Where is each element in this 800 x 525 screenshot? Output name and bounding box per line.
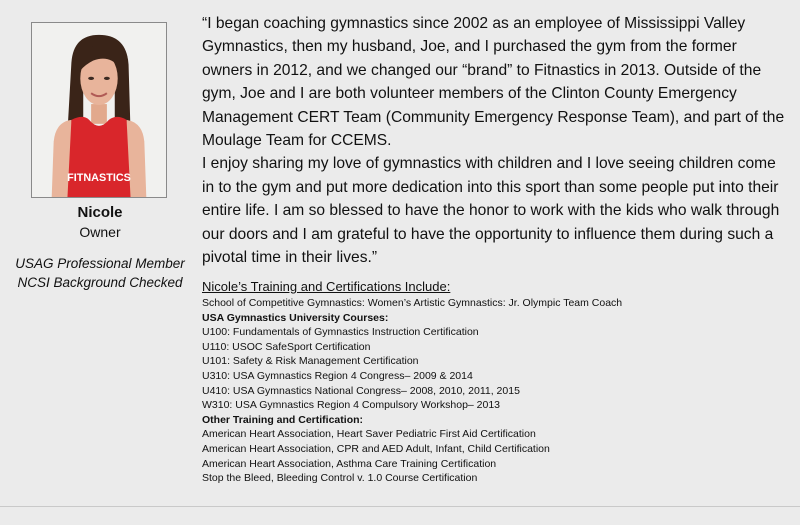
bio-quote bbox=[202, 12, 790, 269]
usag-course-item: U100: Fundamentals of Gymnastics Instruction Certification bbox=[202, 326, 479, 339]
bio-paragraph: I enjoy sharing my love of gymnastics with children and I love seeing children come in to the gym and put more dedication into this sport than some people put into their entire life. I am so blessed to have the honor to work with the kids who walk through our doors and I am grateful to have the opportunity to influence them during such a pivotal time in their lives.” bbox=[202, 155, 780, 267]
bio-paragraph: “I began coaching gymnastics since 2002 as an employee of Mississippi Valley Gymnastics, then my husband, Joe, and I purchased the gym from the former owners in 2012, and we changed our “brand” to Fitnastics in 2013. Outside of the gym, Joe and I are both volunteer members of the Clinton County Emergency Management CERT Team (Community Emergency Response Team), and part of the Moulage Team for CCEMS. bbox=[202, 15, 785, 150]
usag-course-item: U110: USOC SafeSport Certification bbox=[202, 340, 371, 353]
other-training-item: American Heart Association, Heart Saver Pediatric First Aid Certification bbox=[202, 428, 536, 441]
usag-course-item: U101: Safety & Risk Management Certification bbox=[202, 355, 419, 368]
credentials-list bbox=[0, 254, 200, 292]
shirt-logo: FITNASTICS bbox=[67, 172, 131, 185]
coach-name: Nicole bbox=[77, 204, 123, 221]
usag-courses-heading: USA Gymnastics University Courses: bbox=[202, 311, 389, 324]
profile-photo-illustration bbox=[32, 23, 166, 197]
training-section bbox=[202, 279, 792, 486]
other-training-item: American Heart Association, CPR and AED Adult, Infant, Child Certification bbox=[202, 442, 550, 455]
coach-role: Owner bbox=[79, 224, 121, 240]
divider bbox=[0, 506, 800, 507]
training-intro: School of Competitive Gymnastics: Women’s Artistic Gymnastics: Jr. Olympic Team Coach bbox=[202, 297, 623, 309]
profile-photo bbox=[31, 22, 167, 198]
credential-item: USAG Professional Member bbox=[15, 256, 185, 271]
usag-course-item: U410: USA Gymnastics National Congress– 2008, 2010, 2011, 2015 bbox=[202, 384, 520, 397]
other-training-heading: Other Training and Certification: bbox=[202, 413, 364, 426]
usag-course-item: U310: USA Gymnastics Region 4 Congress– 2009 & 2014 bbox=[202, 369, 473, 382]
other-training-item: Stop the Bleed, Bleeding Control v. 1.0 Course Certification bbox=[202, 472, 478, 485]
credential-item: NCSI Background Checked bbox=[17, 275, 183, 290]
training-heading: Nicole’s Training and Certifications Include: bbox=[202, 279, 451, 294]
usag-course-item: W310: USA Gymnastics Region 4 Compulsory Workshop– 2013 bbox=[202, 399, 501, 412]
other-training-item: American Heart Association, Asthma Care Training Certification bbox=[202, 457, 497, 470]
